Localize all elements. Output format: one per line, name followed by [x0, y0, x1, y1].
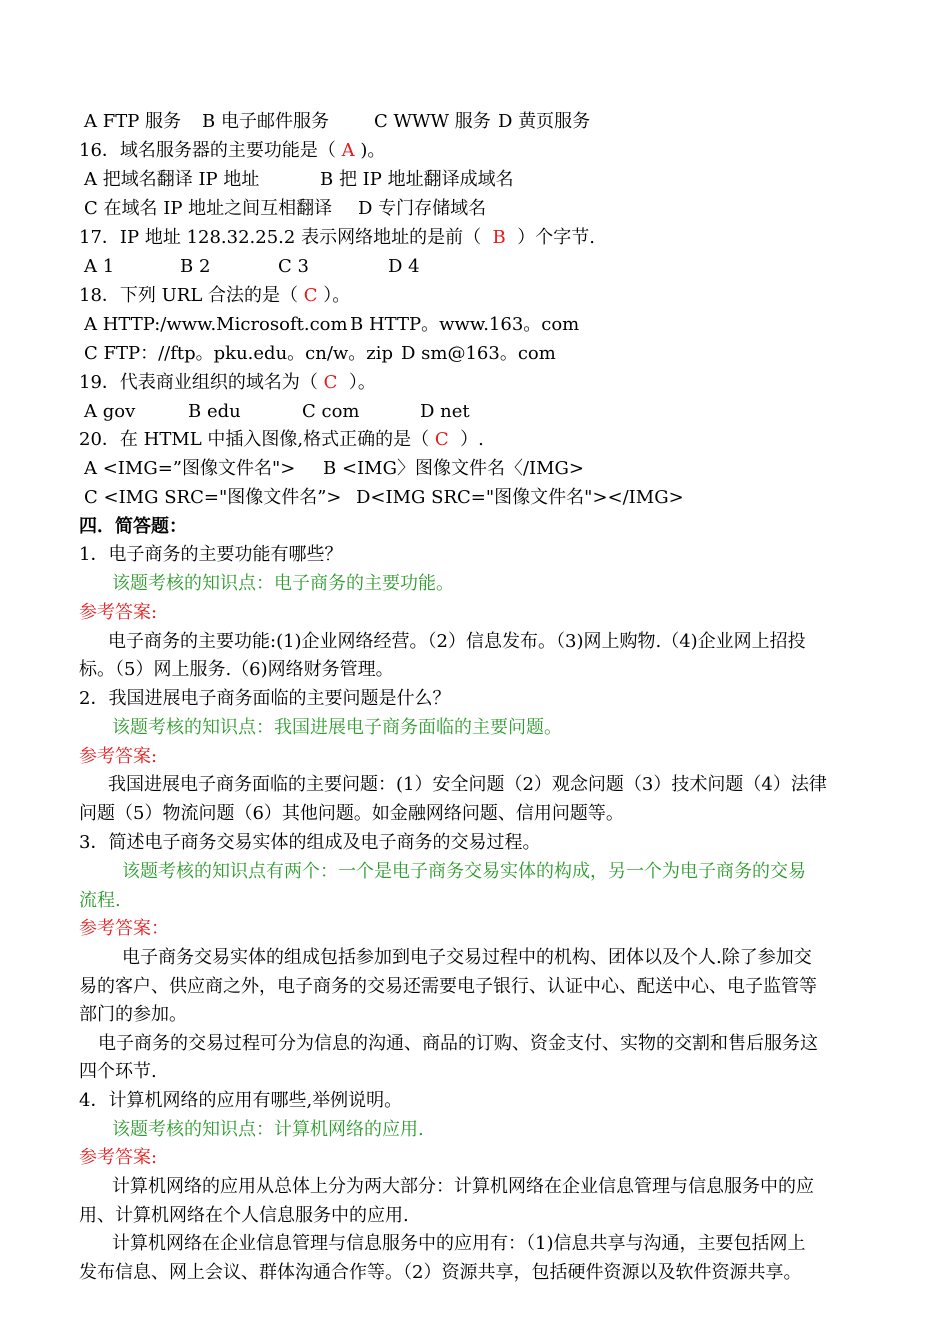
- answer-mark: C: [434, 429, 449, 450]
- reference-answer-label-2: 参考答案:: [79, 746, 158, 767]
- answer-4-line-2: 用、计算机网络在个人信息服务中的应用.: [79, 1205, 409, 1226]
- answer-mark: C: [323, 372, 338, 393]
- short-answer-question-2: 2．我国进展电子商务面临的主要问题是什么？: [79, 688, 451, 709]
- short-answer-question-1: 1．电子商务的主要功能有哪些？: [79, 544, 343, 565]
- answer-1-line-2: 标。（5）网上服务.（6)网络财务管理。: [79, 659, 394, 680]
- answer-3-line-2: 易的客户、供应商之外，电子商务的交易还需要电子银行、认证中心、配送中心、电子监管等: [79, 976, 817, 997]
- answer-mark: B: [492, 227, 506, 248]
- question-17: [79, 226, 595, 250]
- q18-option-d: D sm@163。com: [401, 343, 556, 364]
- reference-answer-label-1: 参考答案:: [79, 602, 158, 623]
- short-answer-question-3: 3．简述电子商务交易实体的组成及电子商务的交易过程。: [79, 832, 541, 853]
- q17-option-d: D 4: [388, 256, 420, 277]
- q19-option-a: A gov: [84, 401, 136, 422]
- answer-mark: C: [303, 285, 318, 306]
- q17-option-c: C 3: [278, 256, 309, 277]
- q15-option-b: B 电子邮件服务: [202, 111, 329, 132]
- answer-4-line-4: 发布信息、网上会议、群体沟通合作等。（2）资源共享，包括硬件资源以及软件资源共享。: [79, 1262, 802, 1283]
- q20-option-a: A <IMG=”图像文件名">: [84, 458, 296, 479]
- answer-3-line-1: 电子商务交易实体的组成包括参加到电子交易过程中的机构、团体以及个人.除了参加交: [122, 947, 812, 968]
- question-stem: 域名服务器的主要功能是（: [119, 140, 342, 161]
- reference-answer-label-3: 参考答案：: [79, 918, 169, 939]
- reference-answer-label-4: 参考答案:: [79, 1147, 158, 1168]
- answer-1-line-1: 电子商务的主要功能:(1)企业网络经营。（2）信息发布。（3)网上购物.（4)企业网上招投: [108, 631, 806, 652]
- question-18: [79, 284, 350, 308]
- q16-option-d: D 专门存储域名: [358, 198, 487, 219]
- q20-option-d: D<IMG SRC="图像文件名"></IMG>: [356, 487, 684, 508]
- question-number: 18．: [79, 285, 120, 306]
- answer-4-line-3: 计算机网络在企业信息管理与信息服务中的应用有：（1)信息共享与沟通，主要包括网上: [112, 1233, 806, 1254]
- question-number: 19．: [79, 372, 120, 393]
- question-stem-end: ）.: [448, 429, 484, 450]
- q17-option-a: A 1: [84, 256, 115, 277]
- question-20: [79, 428, 484, 452]
- answer-mark: A: [341, 140, 355, 161]
- q16-option-a: A 把域名翻译 IP 地址: [84, 169, 260, 190]
- question-stem-end: ）。: [317, 285, 351, 306]
- answer-2-line-2: 问题（5）物流问题（6）其他问题。如金融网络问题、信用问题等。: [79, 803, 624, 824]
- question-stem: 在 HTML 中插入图像,格式正确的是（: [119, 429, 435, 450]
- q20-option-c: C <IMG SRC="图像文件名”>: [84, 487, 342, 508]
- q15-option-c: C WWW 服务: [374, 111, 491, 132]
- question-stem: 代表商业组织的域名为（: [119, 372, 324, 393]
- question-16: [79, 139, 385, 163]
- q17-option-b: B 2: [180, 256, 211, 277]
- question-stem-end: ）个字节.: [505, 227, 595, 248]
- answer-3-line-4: 电子商务的交易过程可分为信息的沟通、商品的订购、资金支付、实物的交割和售后服务这: [98, 1033, 818, 1054]
- q18-option-c: C FTP：//ftp。pku.edu。cn/w。zip: [84, 343, 394, 364]
- knowledge-point-3-line-2: 流程.: [79, 890, 121, 911]
- question-stem-end: ）。: [337, 372, 376, 393]
- knowledge-point-4: 该题考核的知识点：计算机网络的应用.: [112, 1119, 424, 1140]
- question-19: [79, 371, 376, 395]
- question-stem: IP 地址 128.32.25.2 表示网络地址的是前（: [119, 227, 493, 248]
- section-heading: 四．简答题：: [79, 516, 187, 537]
- q19-option-c: C com: [302, 401, 360, 422]
- question-stem-end: )。: [354, 140, 386, 161]
- knowledge-point-1: 该题考核的知识点：电子商务的主要功能。: [112, 573, 454, 594]
- question-number: 17．: [79, 227, 120, 248]
- q18-option-a: A HTTP:/www.Microsoft.com: [84, 314, 348, 335]
- answer-3-line-5: 四个环节.: [79, 1061, 157, 1082]
- question-stem: 下列 URL 合法的是（: [119, 285, 304, 306]
- q16-option-b: B 把 IP 地址翻译成域名: [320, 169, 514, 190]
- q16-option-c: C 在域名 IP 地址之间互相翻译: [84, 198, 333, 219]
- question-number: 16．: [79, 140, 120, 161]
- short-answer-question-4: 4．计算机网络的应用有哪些,举例说明。: [79, 1090, 403, 1111]
- knowledge-point-2: 该题考核的知识点：我国进展电子商务面临的主要问题。: [112, 717, 562, 738]
- q18-option-b: B HTTP。www.163。com: [350, 314, 580, 335]
- q19-option-b: B edu: [188, 401, 241, 422]
- q19-option-d: D net: [420, 401, 470, 422]
- answer-3-line-3: 部门的参加。: [79, 1004, 187, 1025]
- knowledge-point-3-line-1: 该题考核的知识点有两个：一个是电子商务交易实体的构成，另一个为电子商务的交易: [122, 861, 806, 882]
- q15-option-a: A FTP 服务: [84, 111, 182, 132]
- q15-option-d: D 黄页服务: [498, 111, 591, 132]
- question-number: 20．: [79, 429, 120, 450]
- q20-option-b: B <IMG〉图像文件名〈/IMG>: [323, 458, 585, 479]
- answer-4-line-1: 计算机网络的应用从总体上分为两大部分：计算机网络在企业信息管理与信息服务中的应: [112, 1176, 814, 1197]
- answer-2-line-1: 我国进展电子商务面临的主要问题：(1）安全问题（2）观念问题（3）技术问题（4）法律: [108, 774, 827, 795]
